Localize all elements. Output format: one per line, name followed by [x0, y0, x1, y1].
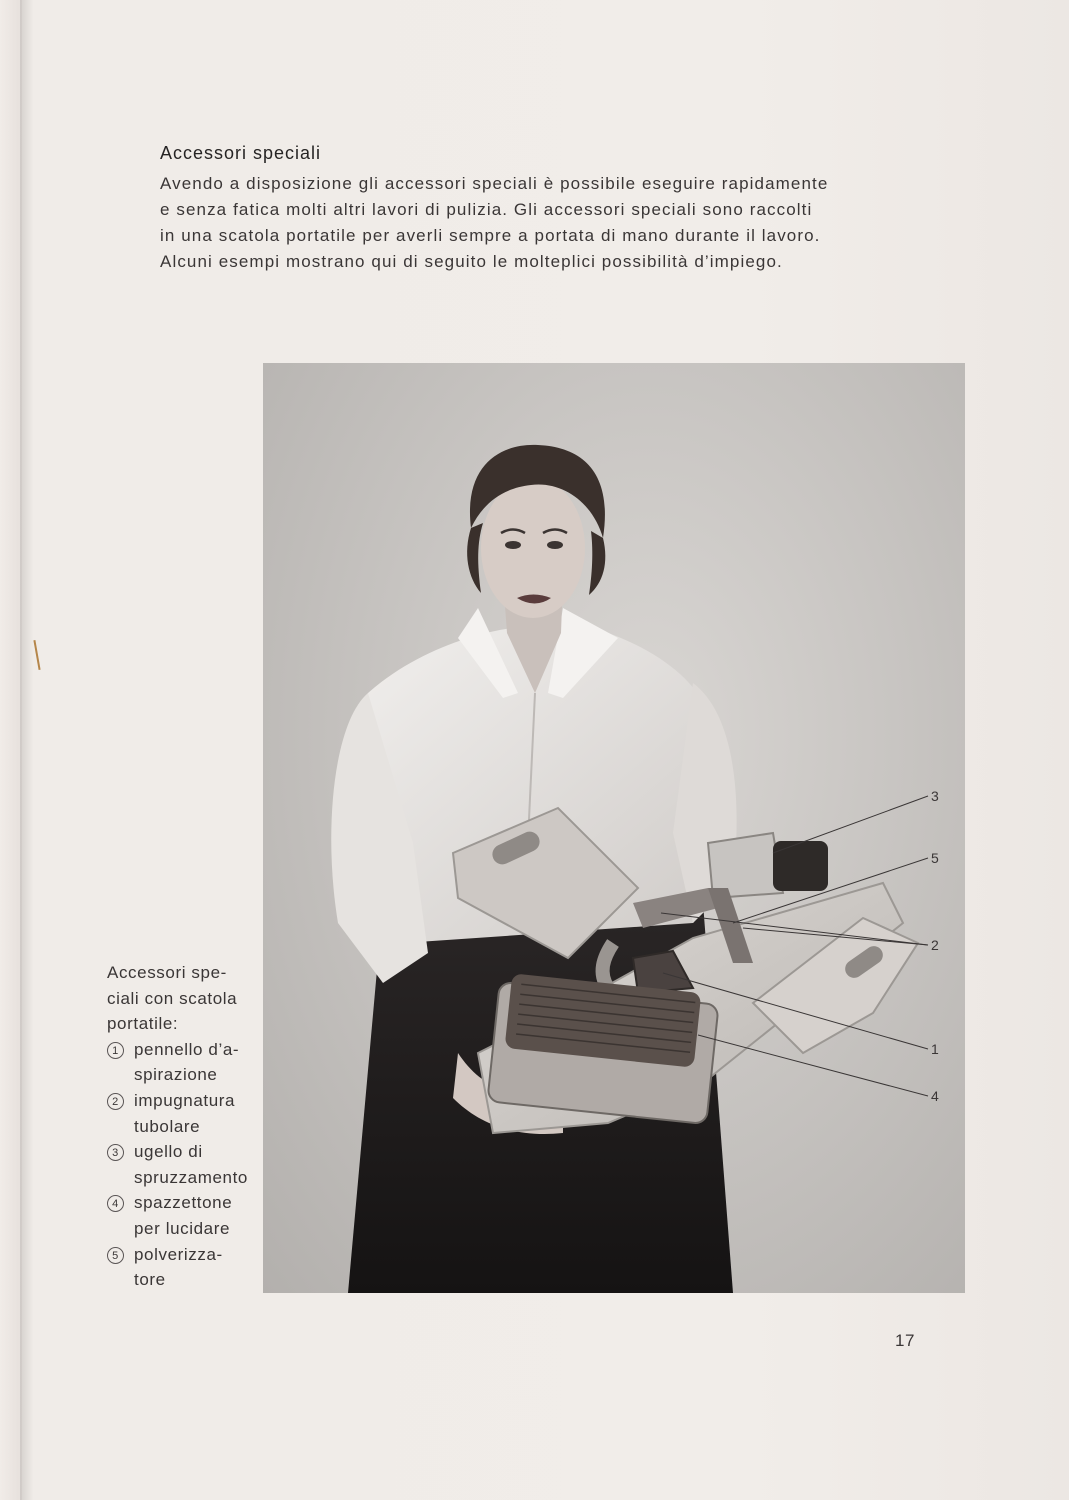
item-text: pennello d’a-: [134, 1039, 240, 1059]
item-number-badge: 4: [107, 1195, 124, 1212]
photo-illustration: [263, 363, 965, 1293]
list-item: [107, 1242, 267, 1293]
callout-number-2: 2: [931, 937, 939, 953]
intro-paragraph: [160, 171, 920, 275]
intro-line: in una scatola portatile per averli sempre a portata di mano durante il lavoro.: [160, 226, 821, 245]
item-text: spirazione: [134, 1065, 218, 1085]
gutter-shadow: [20, 0, 34, 1500]
item-text: spruzzamento: [134, 1167, 248, 1187]
item-text: ugello di: [134, 1142, 203, 1162]
list-item: [107, 1190, 267, 1241]
facing-page-edge: [0, 0, 22, 1500]
intro-line: Alcuni esempi mostrano qui di seguito le molteplici possibilità d’impiego.: [160, 252, 783, 271]
item-text: per lucidare: [134, 1218, 231, 1238]
item-number-badge: 3: [107, 1144, 124, 1161]
accessory-list: [107, 1037, 267, 1293]
product-photo: [263, 363, 965, 1293]
list-item: [107, 1088, 267, 1139]
item-text: spazzettone: [134, 1193, 233, 1213]
callout-number-5: 5: [931, 850, 939, 866]
list-item: [107, 1139, 267, 1190]
intro-line: Avendo a disposizione gli accessori speciali è possibile eseguire rapidamente: [160, 174, 829, 193]
caption-title-line: Accessori spe-: [107, 963, 227, 982]
intro-line: e senza fatica molti altri lavori di pulizia. Gli accessori speciali sono raccolti: [160, 200, 813, 219]
item-text: impugnatura: [134, 1090, 236, 1110]
callout-number-4: 4: [931, 1088, 939, 1104]
caption-title-line: ciali con scatola: [107, 988, 238, 1008]
section-heading: Accessori speciali: [160, 143, 322, 163]
item-text: tore: [134, 1270, 166, 1290]
item-number-badge: 2: [107, 1093, 124, 1110]
item-number-badge: 1: [107, 1042, 124, 1059]
item-text: tubolare: [134, 1116, 201, 1136]
item-number-badge: 5: [107, 1247, 124, 1264]
item-text: polverizza-: [134, 1244, 223, 1264]
callout-number-3: 3: [931, 788, 939, 804]
spray-nozzle-cap: [773, 841, 828, 891]
photo-caption: [107, 960, 267, 1293]
hair-side: [467, 523, 483, 593]
caption-title-line: portatile:: [107, 1014, 179, 1034]
page-mark: [33, 640, 40, 670]
callout-line-3: [773, 796, 928, 853]
hair-side: [589, 531, 605, 595]
page-number: 17: [895, 1331, 915, 1350]
callout-number-1: 1: [931, 1041, 939, 1057]
list-item: [107, 1037, 267, 1088]
